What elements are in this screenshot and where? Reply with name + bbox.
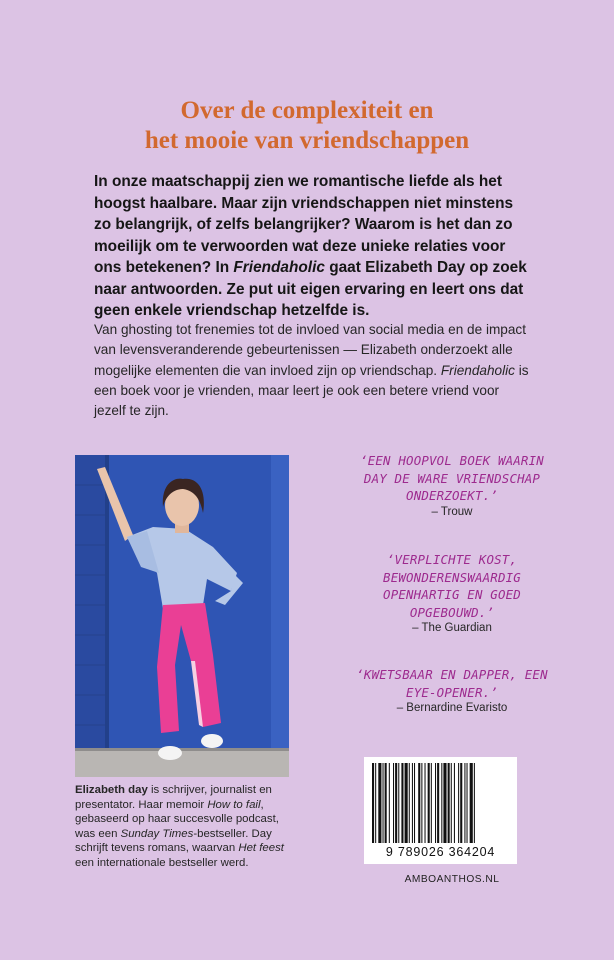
review-quote (352, 452, 552, 518)
bio-text-2: , gebaseerd op haar succesvolle podcast, was een (75, 798, 279, 840)
review-quote-text: ‘KWETSBAAR EN DAPPER, EEN EYE-OPENER.’ (356, 667, 548, 700)
bio-newspaper: Sunday Times (120, 827, 194, 840)
barcode-bar (428, 763, 430, 843)
bio-text-1: is schrijver, journalist en presentator. Haar memoir (75, 784, 272, 811)
barcode-bar (467, 763, 468, 843)
review-quote-source: – The Guardian (412, 622, 492, 634)
barcode-bar (383, 763, 384, 843)
barcode-bar (441, 763, 442, 843)
barcode-bar (464, 763, 465, 843)
barcode-bar (448, 763, 450, 843)
barcode-bar (372, 763, 374, 843)
isbn-digits: 9 789026 364204 (385, 845, 496, 859)
barcode-bar (375, 763, 376, 843)
author-bio (75, 783, 297, 871)
body-text-1: Van ghosting tot frenemies tot de invloed van social media en de impact van levensveranderende gebeurtenissen — Elizabeth onderzoekt alle mogelijke elementen die van invloed zijn op vriendschap. (94, 322, 526, 378)
bio-memoir-title: How to fail (207, 798, 261, 811)
intro-paragraph (94, 171, 534, 322)
barcode-bar (385, 763, 387, 843)
barcode-bar (378, 763, 381, 843)
review-quote (352, 551, 552, 634)
barcode-bar (460, 763, 462, 843)
barcode-bar (393, 763, 394, 843)
barcode-bar (401, 763, 403, 843)
barcode-bar (470, 763, 473, 843)
barcode-bar (458, 763, 459, 843)
barcode-bar (412, 763, 413, 843)
intro-text-2: gaat Elizabeth Day op zoek naar antwoorden. Ze put uit eigen ervaring en leert ons dat geen enkele vriendschap hetzelfde is. (94, 259, 527, 319)
barcode-bar (443, 763, 446, 843)
barcode-bar (431, 763, 432, 843)
body-paragraph (94, 320, 534, 421)
barcode-bar (405, 763, 408, 843)
bio-author-name: Elizabeth day (75, 784, 148, 796)
headline-line-1: Over de complexiteit en (180, 97, 434, 124)
barcode-bar (398, 763, 399, 843)
barcode-bar (409, 763, 410, 843)
barcode-bar (451, 763, 452, 843)
bio-novel-title: Het feest (238, 842, 284, 855)
barcode-bar (435, 763, 436, 843)
bio-text-4: een internationale bestseller werd. (75, 856, 249, 869)
body-book-title: Friendaholic (440, 362, 515, 378)
review-quote-text: ‘EEN HOOPVOL BOEK WAARIN DAY DE WARE VRIENDSCHAP ONDERZOEKT.’ (360, 453, 544, 503)
isbn-barcode (364, 757, 517, 864)
review-quote-source: – Trouw (431, 505, 473, 518)
review-quote-text: ‘VERPLICHTE KOST, BEWONDERENSWAARDIG OPENHARTIG EN GOED OPGEBOUWD.’ (383, 552, 521, 620)
barcode-bar (474, 763, 475, 843)
review-quote (352, 666, 552, 714)
bio-text-3: -bestseller. Day schrijft tevens romans, waarvan (75, 827, 272, 855)
cover-headline (0, 96, 614, 156)
barcode-bars (364, 757, 517, 849)
barcode-bar (421, 763, 422, 843)
barcode-bar (418, 763, 420, 843)
barcode-bar (395, 763, 397, 843)
publisher-website: AMBOANTHOS.NL (404, 874, 500, 885)
barcode-bar (454, 763, 455, 843)
intro-book-title: Friendaholic (233, 259, 325, 276)
body-text-2: is een boek voor je vrienden, maar leert je ook een betere vriend voor jezelf te zijn. (94, 362, 529, 419)
intro-text-1: In onze maatschappij zien we romantische liefde als het hoogst haalbare. Maar zijn vriendschappen niet minstens zo belangrijk, of zelfs belangrijker? Waarom is het dan zo moeilijk om te verwoorden wat deze unieke relaties voor ons betekenen? In (94, 173, 514, 276)
review-quote-source: – Bernardine Evaristo (396, 702, 508, 714)
author-photo (75, 455, 289, 777)
barcode-bar (414, 763, 415, 843)
barcode-bar (389, 763, 390, 843)
barcode-bar (425, 763, 426, 843)
headline-line-2: het mooie van vriendschappen (144, 127, 470, 154)
barcode-bar (437, 763, 439, 843)
